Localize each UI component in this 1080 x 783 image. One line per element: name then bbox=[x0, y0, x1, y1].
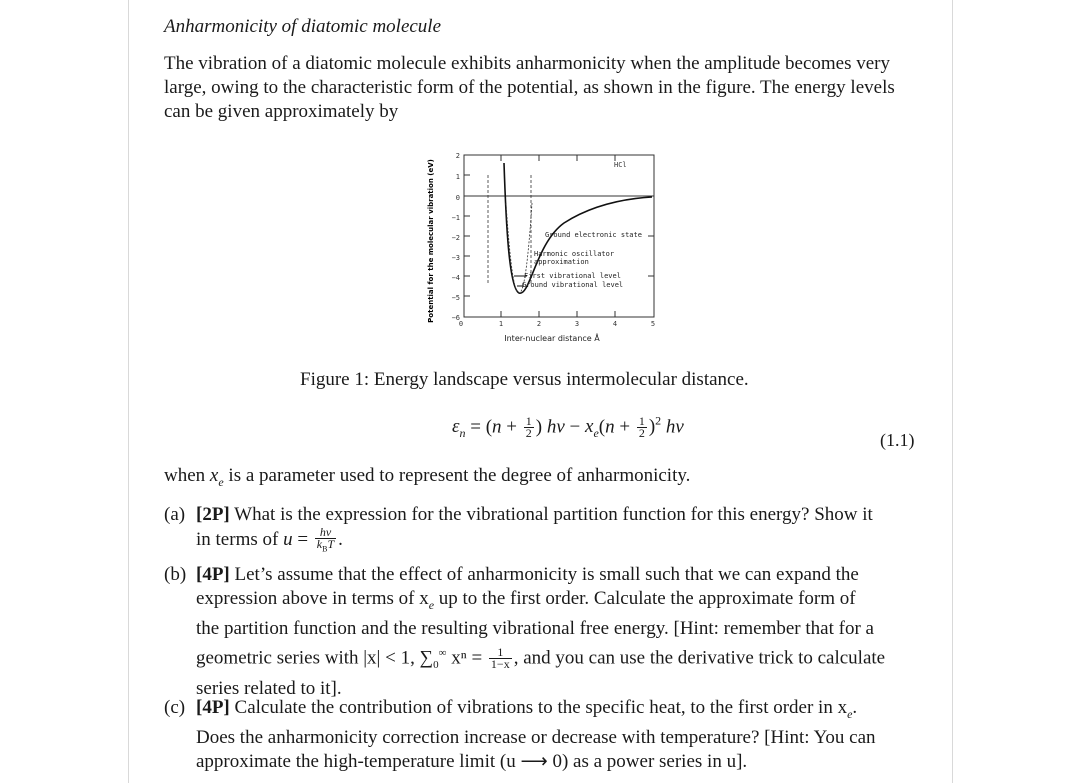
energy-equation: $\varepsilon_n = (n$ + $\frac{1}{2}$ ) $h\nu - x_e(n$ + $\frac{1}{2}$ )$^2$ hν bbox=[452, 414, 684, 441]
figure-xlabel: Inter-nuclear distance Å bbox=[504, 334, 600, 343]
annotation-ground-vibrational: Ground vibrational level bbox=[522, 281, 624, 289]
annotation-ground-electronic-state: Ground electronic state bbox=[545, 231, 642, 239]
xtick: 4 bbox=[612, 320, 618, 328]
y-ticks bbox=[452, 152, 460, 322]
xtick: 3 bbox=[574, 320, 580, 328]
ytick: −4 bbox=[451, 274, 460, 282]
ytick: −1 bbox=[451, 214, 460, 222]
equation-number: (1.1) bbox=[880, 430, 915, 450]
xtick: 5 bbox=[650, 320, 656, 328]
question-a: (a) [2P] What is the expression for the vibrational partition function for this energy? Show it in terms of u = $\frac{h\nu}{k_BT}$ . bbox=[164, 504, 873, 554]
question-b: (b) [4P] Let’s assume that the effect of anharmonicity is small such that we can expand the expression above in terms of $x_e$ up to the first order. Calculate the approximate form of the partition function and the resulting vibrational free energy. [Hint: remember that for a geometric series with |x| < 1, $\sum_0^\infty$ xⁿ = $\frac{1}{1-x}$ , and you can use the derivative trick to calculate series related to it]. bbox=[164, 564, 886, 699]
page-border-left bbox=[128, 0, 129, 783]
xtick: 2 bbox=[536, 320, 542, 328]
annotation-harmonic-2: approximation bbox=[534, 258, 589, 266]
intro-paragraph: The vibration of a diatomic molecule exhibits anharmonicity when the amplitude becomes very large, owing to the characteristic form of the potential, as shown in the figure. The energy levels can be given approximately by bbox=[164, 53, 895, 122]
ytick: 2 bbox=[455, 152, 460, 160]
section-title: Anharmonicity of diatomic molecule bbox=[164, 16, 442, 37]
ytick: −3 bbox=[451, 254, 460, 262]
page-border-right bbox=[952, 0, 953, 783]
legend-hcl: HCl bbox=[614, 161, 627, 169]
annotation-harmonic-1: Harmonic oscillator bbox=[534, 250, 615, 258]
ytick: 0 bbox=[455, 194, 460, 202]
xtick: 0 bbox=[458, 320, 464, 328]
xe-definition: when $x_e$ is a parameter used to represent the degree of anharmonicity. bbox=[164, 465, 691, 489]
points-a: [2P] bbox=[196, 504, 230, 525]
ytick: −6 bbox=[451, 314, 460, 322]
xtick: 1 bbox=[498, 320, 504, 328]
figure-caption: Figure 1: Energy landscape versus intermolecular distance. bbox=[300, 369, 749, 390]
potential-plot bbox=[424, 143, 664, 348]
ytick: 1 bbox=[455, 173, 460, 181]
points-b: [4P] bbox=[196, 564, 230, 585]
figure-potential-curve bbox=[424, 143, 664, 348]
x-ticks bbox=[459, 320, 655, 328]
figure-ylabel: Potential for the molecular vibration (eV) bbox=[427, 159, 435, 323]
annotation-first-vibrational: First vibrational level bbox=[524, 272, 621, 280]
points-c: [4P] bbox=[196, 697, 230, 718]
ytick: −5 bbox=[451, 294, 460, 302]
question-c: (c) [4P] Calculate the contribution of vibrations to the specific heat, to the first order in $x_e$. Does the anharmonicity correction increase or decrease with temperature? [Hint: You can approximate the high-temperature limit (u ⟶ 0) as a power series in u]. bbox=[164, 697, 876, 772]
ytick: −2 bbox=[451, 234, 460, 242]
